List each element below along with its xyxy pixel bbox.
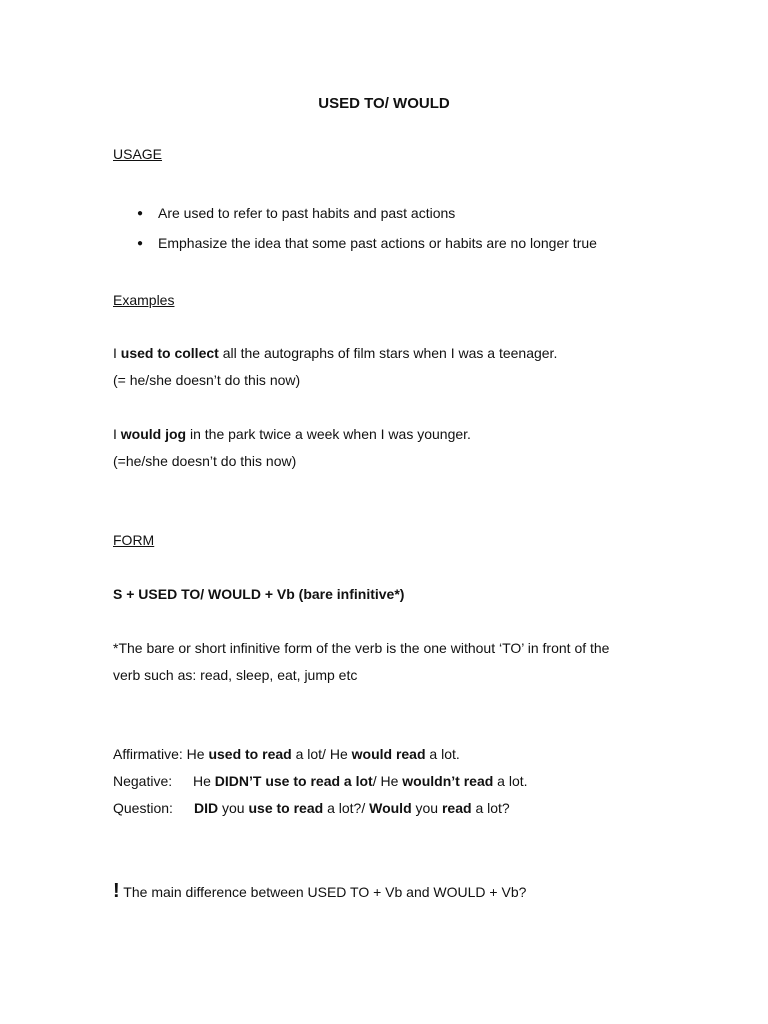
example-1-note: (= he/she doesn’t do this now) bbox=[113, 372, 301, 388]
difference-note: ! The main difference between USED TO + Vb and WOULD + Vb? bbox=[113, 880, 527, 902]
footnote-line-1: *The bare or short infinitive form of the verb is the one without ‘TO’ in front of the bbox=[113, 640, 610, 656]
examples-heading: Examples bbox=[113, 292, 175, 308]
example-2: I would jog in the park twice a week when I was younger. bbox=[113, 426, 471, 442]
form-heading: FORM bbox=[113, 532, 155, 548]
form-formula: S + USED TO/ WOULD + Vb (bare infinitive*) bbox=[113, 586, 405, 602]
footnote-line-2: verb such as: read, sleep, eat, jump etc bbox=[113, 667, 358, 683]
bullet-icon: ● bbox=[137, 208, 144, 219]
usage-heading: USAGE bbox=[113, 146, 163, 162]
negative-line: Negative: He DIDN’T use to read a lot/ He wouldn’t read a lot. bbox=[113, 773, 528, 789]
page-title: USED TO/ WOULD bbox=[318, 95, 450, 112]
usage-bullet-2: Emphasize the idea that some past actions or habits are no longer true bbox=[158, 235, 597, 251]
example-1: I used to collect all the autographs of film stars when I was a teenager. bbox=[113, 345, 558, 361]
usage-bullet-1: Are used to refer to past habits and past actions bbox=[158, 205, 456, 221]
question-line: Question: DID you use to read a lot?/ Would you read a lot? bbox=[113, 800, 510, 816]
affirmative-line: Affirmative: He used to read a lot/ He would read a lot. bbox=[113, 746, 460, 762]
exclamation-icon: ! bbox=[113, 880, 120, 902]
example-2-note: (=he/she doesn’t do this now) bbox=[113, 453, 297, 469]
bullet-icon: ● bbox=[137, 238, 144, 249]
